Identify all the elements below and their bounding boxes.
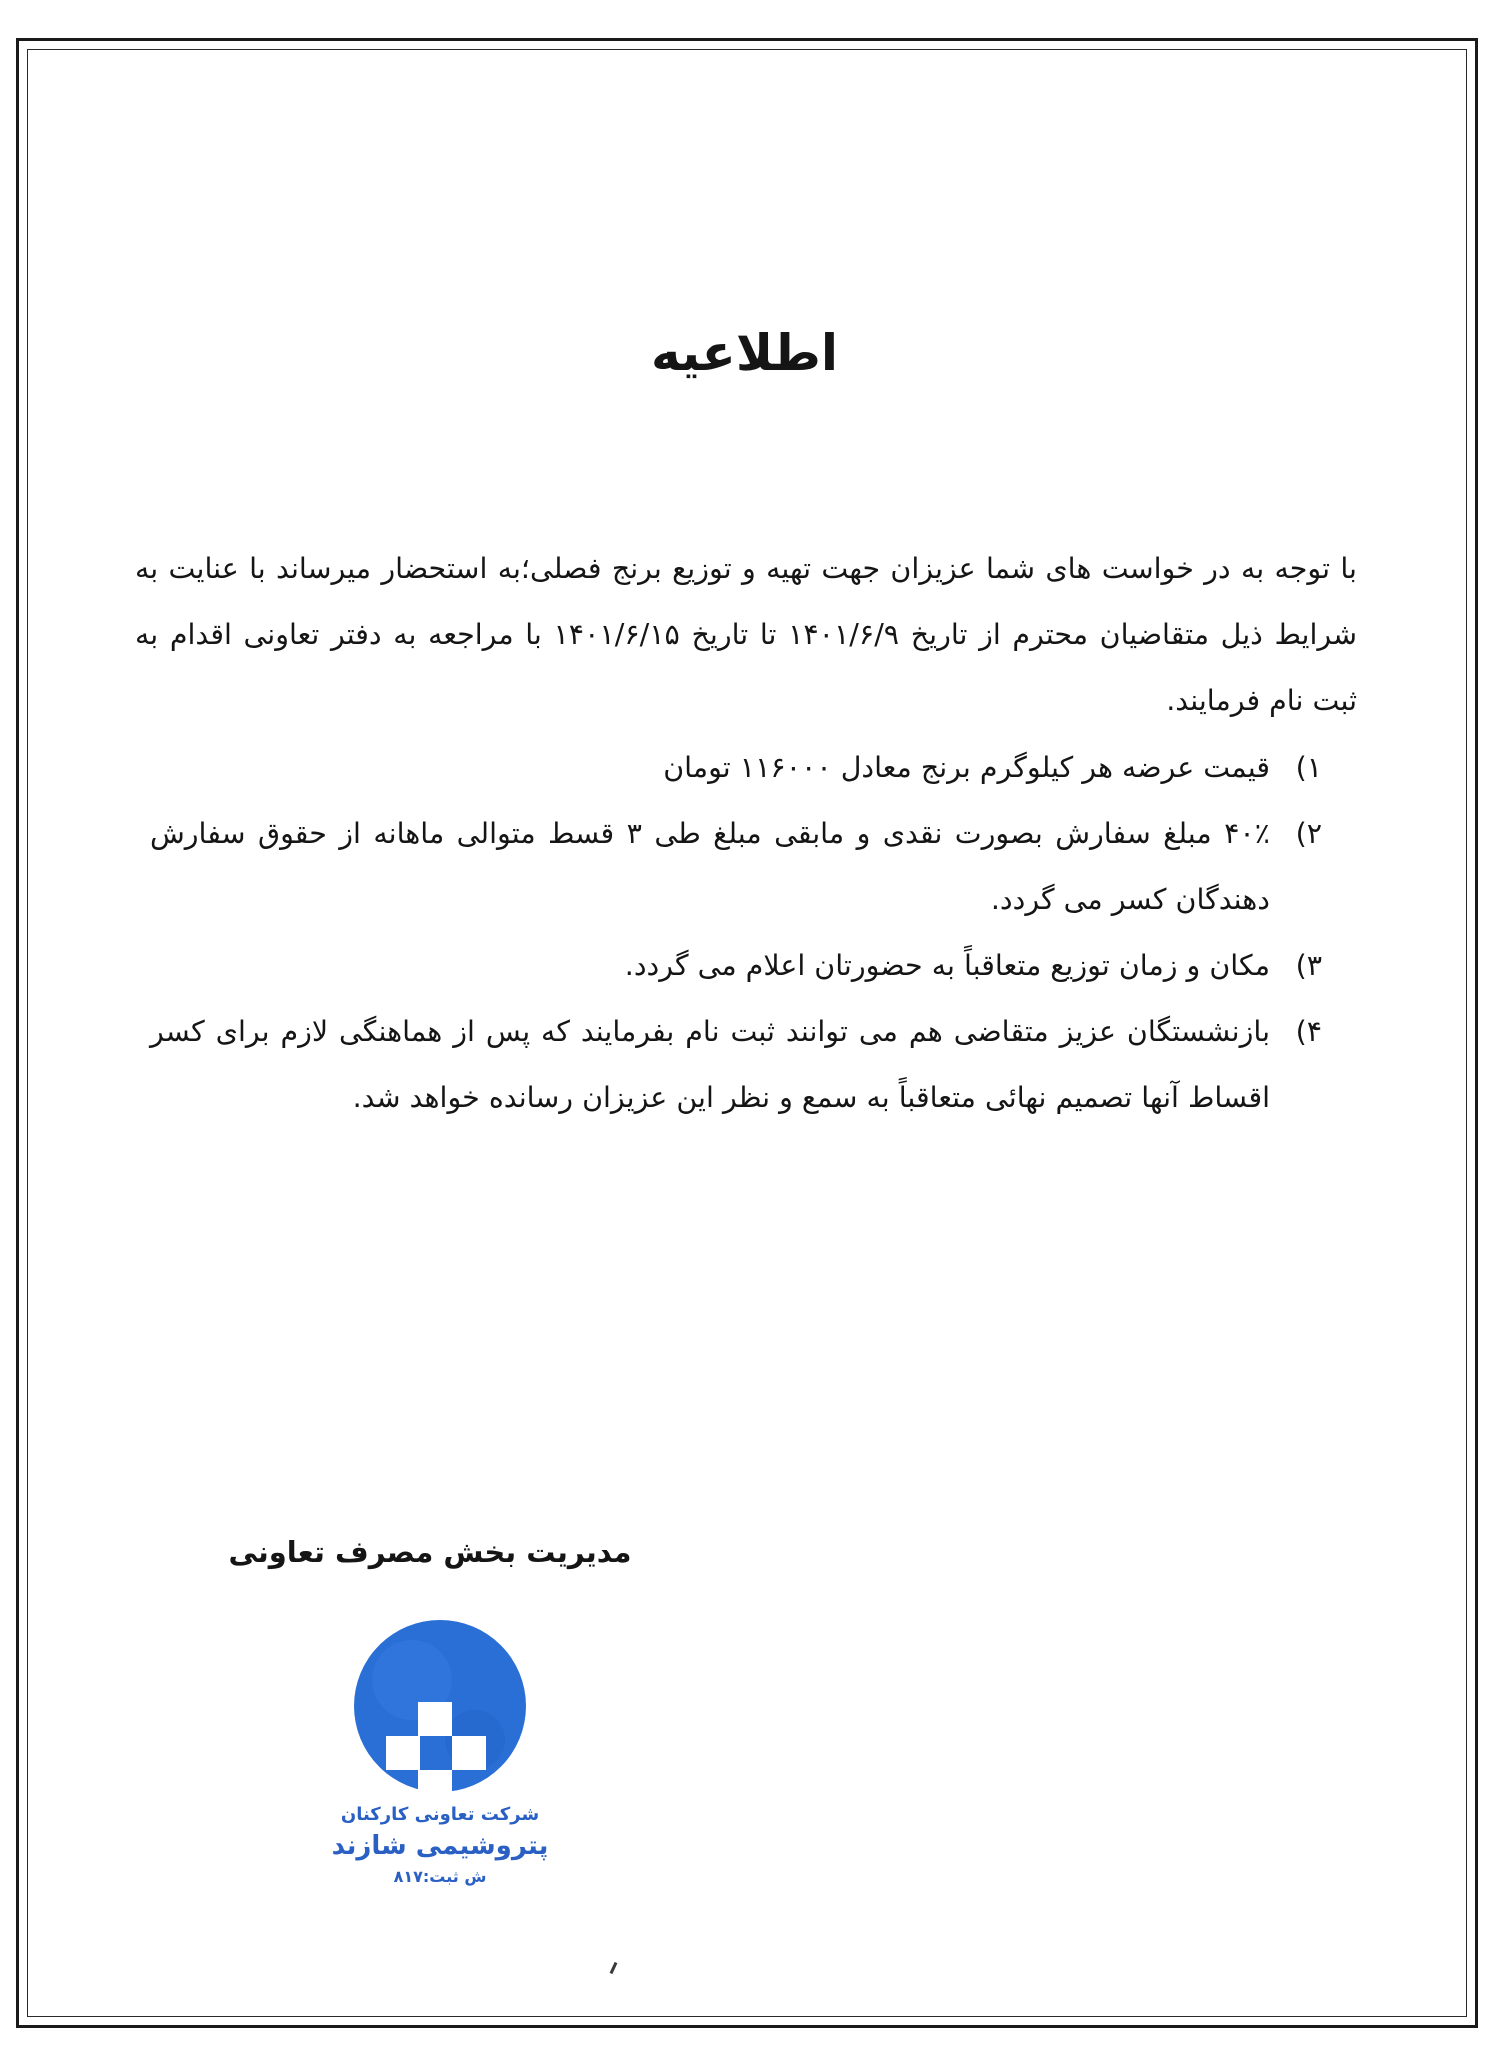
list-item-text: قیمت عرضه هر کیلوگرم برنج معادل ۱۱۶۰۰۰ تومان <box>663 751 1270 784</box>
stamp-company-name: پتروشیمی شازند <box>331 1831 549 1861</box>
list-item <box>150 735 1322 801</box>
list-item-text: ۴۰٪ مبلغ سفارش بصورت نقدی و مابقی مبلغ طی ۳ قسط متوالی ماهانه از حقوق سفارش دهندگان کسر می گردد. <box>150 817 1270 916</box>
list-item <box>150 933 1322 999</box>
list-item-number: ۱) <box>1295 751 1322 784</box>
document-title: اطلاعیه <box>650 324 839 382</box>
stamp-registration-number: ش ثبت:۸۱۷ <box>393 1867 487 1886</box>
signature-title: مدیریت بخش مصرف تعاونی <box>228 1535 632 1569</box>
intro-paragraph: با توجه به در خواست های شما عزیزان جهت تهیه و توزیع برنج فصلی؛به استحضار میرساند با عنایت به شرایط ذیل متقاضیان محترم از تاریخ ۱۴۰۱/۶/۹ تا تاریخ ۱۴۰۱/۶/۱۵ با مراجعه به دفتر تعاونی اقدام به ثبت نام فرمایند. <box>135 552 1357 717</box>
list-item-number: ۴) <box>1295 1015 1322 1048</box>
list-item-number: ۲) <box>1295 817 1322 850</box>
stamp-globe-icon <box>300 1610 580 1810</box>
conditions-list <box>150 735 1322 1131</box>
list-item <box>150 999 1322 1131</box>
company-stamp <box>300 1610 580 1910</box>
list-item-number: ۳) <box>1295 949 1322 982</box>
stamp-company-line: شرکت تعاونی کارکنان <box>340 1804 540 1825</box>
list-item-text: بازنشستگان عزیز متقاضی هم می توانند ثبت نام بفرمایند که پس از هماهنگی لازم برای کسر اقساط آنها تصمیم نهائی متعاقباً به سمع و نظر این عزیزان رسانده خواهد شد. <box>150 1015 1270 1114</box>
list-item-text: مکان و زمان توزیع متعاقباً به حضورتان اعلام می گردد. <box>624 949 1270 982</box>
list-item <box>150 801 1322 933</box>
